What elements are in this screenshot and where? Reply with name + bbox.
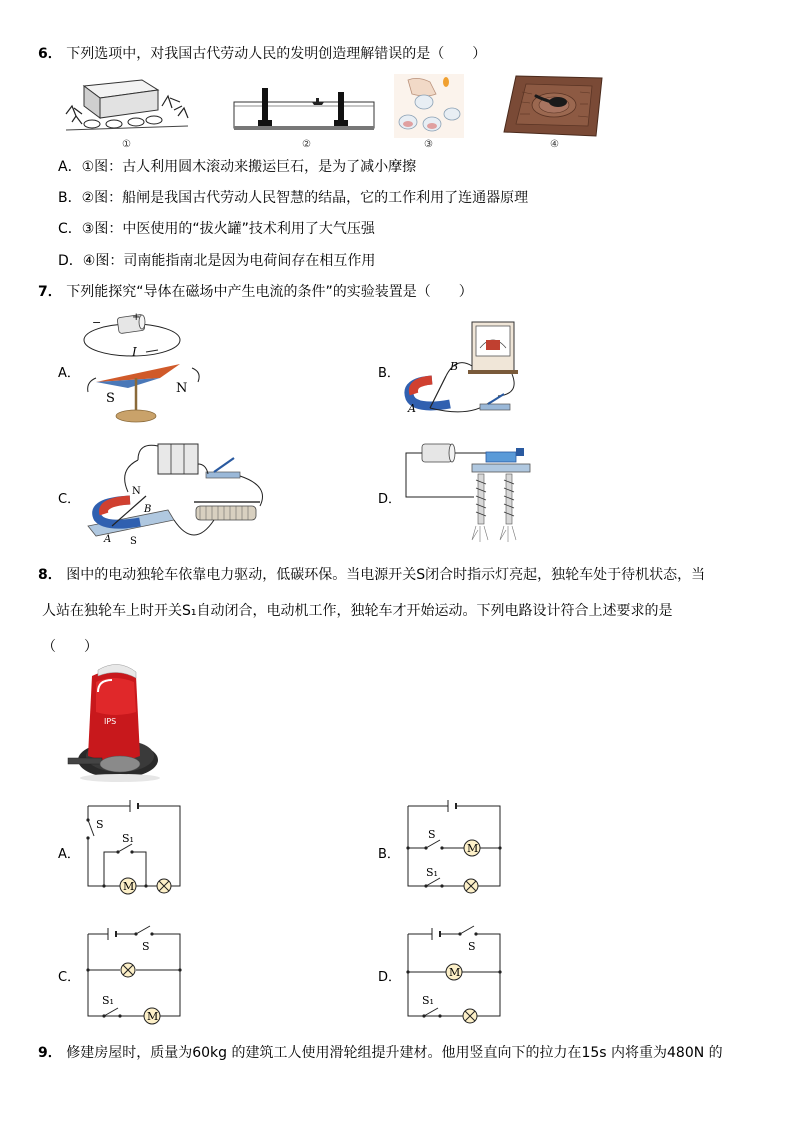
q6-option-b-label: B． xyxy=(58,190,82,206)
q8-line-2: 人站在独轮车上时开关S₁自动闭合，电动机工作，独轮车才开始运动。下列电路设计符合上述要求的是 xyxy=(42,603,673,619)
q7-stem xyxy=(38,282,473,302)
q6-option-a-label: A． xyxy=(58,159,82,175)
q8c-motor-label: M xyxy=(147,1010,159,1023)
q6-figure-3-cupping xyxy=(394,74,464,138)
q6-stem-text: 下列选项中，对我国古代劳动人民的发明创造理解错误的是（ ） xyxy=(66,46,487,62)
q8-wheel-brand: IPS xyxy=(104,717,117,726)
q6-figure-4-sinan xyxy=(502,72,606,138)
q8d-s-label: S xyxy=(468,940,476,953)
q8-circuit-a xyxy=(84,796,190,894)
q6-caption-4: ④ xyxy=(550,139,559,150)
q7-figure-a-compass-wire xyxy=(80,312,210,430)
q7b-b-label: B xyxy=(450,360,459,373)
q7-option-a-label[interactable]: A． xyxy=(58,366,80,381)
q8c-s1-label: S₁ xyxy=(102,994,114,1007)
q7-option-b-label[interactable]: B． xyxy=(378,366,400,381)
q6-option-d-text: ④图：司南能指南北是因为电荷间存在相互作用 xyxy=(82,253,376,269)
q6-number: 6． xyxy=(38,46,62,62)
q7-option-d-label[interactable]: D． xyxy=(378,492,402,507)
q6-figure-2-ship-lock xyxy=(234,84,374,134)
q7a-n-label: N xyxy=(176,381,188,396)
q7c-a-label: A xyxy=(104,534,112,545)
q8b-motor-label: M xyxy=(467,842,479,855)
q7-figure-c-battery-rheostat xyxy=(78,436,278,556)
q6-option-c[interactable] xyxy=(58,219,375,239)
q8d-motor-label: M xyxy=(449,966,461,979)
q9-line-1 xyxy=(38,1043,723,1063)
q8a-motor-label: M xyxy=(123,880,135,893)
q8-option-a-label[interactable]: A． xyxy=(58,847,80,862)
q7c-b-label: B xyxy=(144,504,152,515)
q8b-s-label: S xyxy=(428,828,436,841)
q7c-s-label: S xyxy=(130,536,137,547)
q6-caption-2: ② xyxy=(302,139,311,150)
q7a-plus-label: + xyxy=(132,312,141,323)
q8-line-3: （ ） xyxy=(42,639,98,655)
q8-option-d-label[interactable]: D． xyxy=(378,970,402,985)
q8a-s1-label: S₁ xyxy=(122,832,134,845)
q6-option-b[interactable] xyxy=(58,188,528,208)
q8-circuit-b xyxy=(404,796,508,894)
q7-figure-b-galvanometer xyxy=(400,318,524,420)
q7c-n-label: N xyxy=(132,486,141,497)
q7-number: 7． xyxy=(38,284,62,300)
q7-figure-d-electromagnet xyxy=(402,438,542,552)
q6-option-c-label: C． xyxy=(58,221,82,237)
q7-stem-text: 下列能探究“导体在磁场中产生电流的条件”的实验装置是（ ） xyxy=(66,284,473,300)
q7a-current-label: I xyxy=(132,345,137,359)
q6-caption-1: ① xyxy=(122,139,131,150)
q8-number: 8． xyxy=(38,567,62,583)
q6-option-a-text: ①图：古人利用圆木滚动来搬运巨石，是为了减小摩擦 xyxy=(81,159,417,175)
q9-text: 修建房屋时，质量为60kg 的建筑工人使用滑轮组提升建材。他用竖直向下的拉力在15s 内将重为480N 的 xyxy=(66,1045,723,1061)
q8b-s1-label: S₁ xyxy=(426,866,438,879)
q8-circuit-d xyxy=(404,920,506,1020)
q8-line-1 xyxy=(38,565,705,585)
q7a-s-label: S xyxy=(106,391,115,406)
q8-unicycle-image xyxy=(62,664,162,782)
q6-caption-3: ③ xyxy=(424,139,433,150)
q8-line-1-text: 图中的电动独轮车依靠电力驱动，低碳环保。当电源开关S闭合时指示灯亮起，独轮车处于待机状态，当 xyxy=(66,567,706,583)
q8-option-b-label[interactable]: B． xyxy=(378,847,400,862)
q6-figure-1-rolling-logs xyxy=(62,76,192,138)
q6-option-b-text: ②图：船闸是我国古代劳动人民智慧的结晶，它的工作利用了连通器原理 xyxy=(81,190,529,206)
q6-option-a[interactable] xyxy=(58,157,416,177)
q6-option-d-label: D． xyxy=(58,253,83,269)
q7a-minus-label: − xyxy=(92,316,102,329)
q9-number: 9． xyxy=(38,1045,62,1061)
q8d-s1-label: S₁ xyxy=(422,994,434,1007)
q8-option-c-label[interactable]: C． xyxy=(58,970,81,985)
q7b-a-label: A xyxy=(408,402,416,415)
q6-stem xyxy=(38,44,486,64)
q6-option-c-text: ③图：中医使用的“拔火罐”技术利用了大气压强 xyxy=(81,221,375,237)
q8a-s-label: S xyxy=(96,818,104,831)
q8-circuit-c xyxy=(84,920,186,1023)
q8c-s-label: S xyxy=(142,940,150,953)
q6-option-d[interactable] xyxy=(58,251,375,271)
q7-option-c-label[interactable]: C． xyxy=(58,492,81,507)
